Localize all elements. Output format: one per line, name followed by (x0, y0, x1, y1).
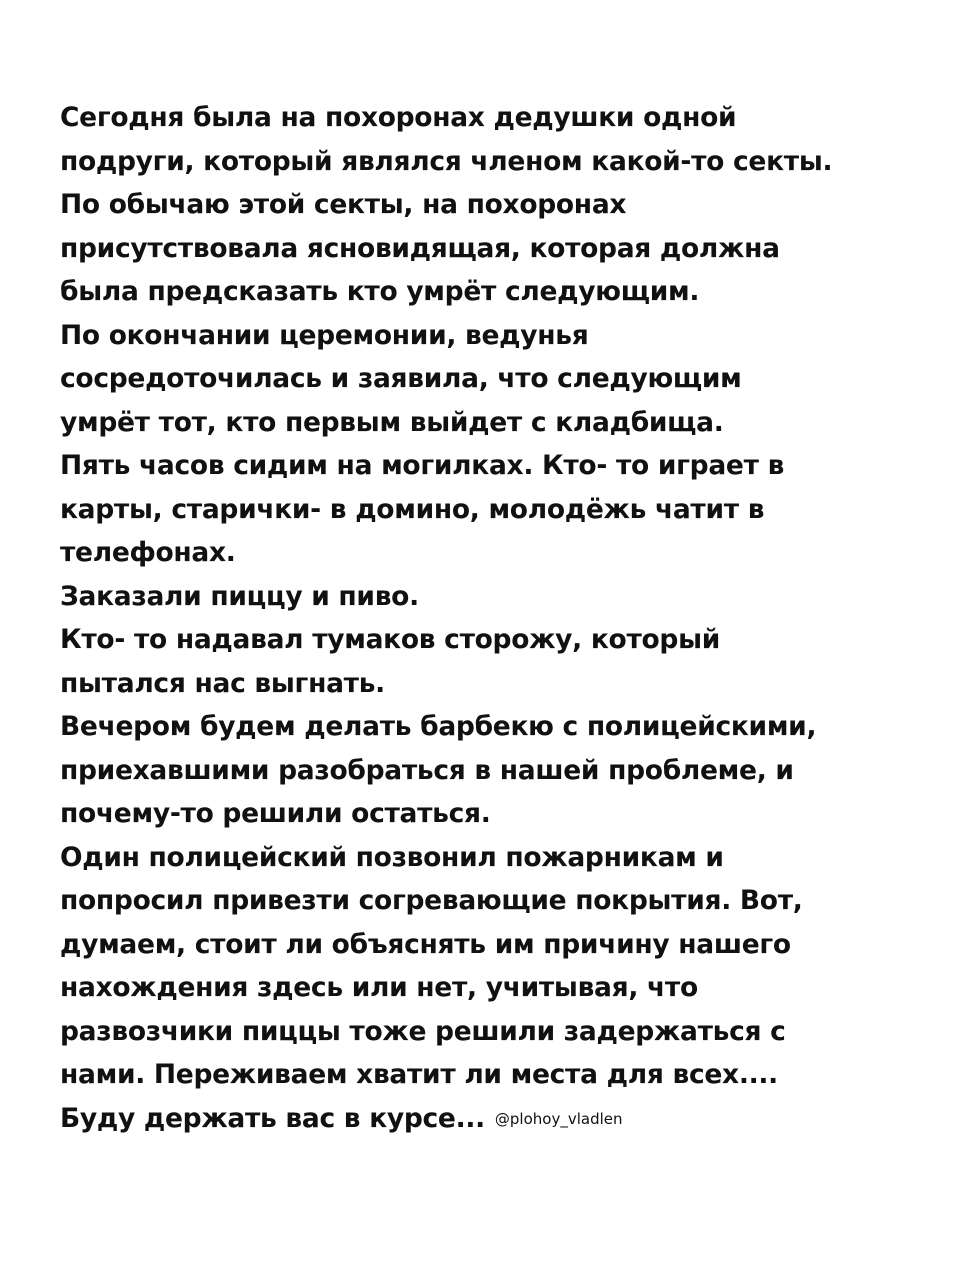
text-line: приехавшими разобраться в нашей проблеме, и (60, 754, 794, 786)
text-line: нахождения здесь или нет, учитывая, что (60, 972, 698, 1003)
text-line: Пять часов сидим на могилках. Кто- то играет в (60, 450, 785, 481)
text-line: была предсказать кто умрёт следующим. (60, 276, 700, 307)
text-line: попросил привезти согревающие покрытия. Вот, (60, 885, 803, 916)
text-line: Сегодня была на похоронах дедушки одной (60, 102, 737, 133)
post-text (60, 96, 940, 1140)
text-line: пытался нас выгнать. (60, 667, 385, 699)
text-line: думаем, стоит ли объяснять им причину нашего (60, 928, 791, 960)
text-line: Вечером будем делать барбекю с полицейскими, (60, 711, 817, 742)
text-line: сосредоточилась и заявила, что следующим (60, 363, 742, 394)
text-line: Один полицейский позвонил пожарникам и (60, 841, 724, 873)
last-line (60, 1097, 940, 1141)
text-line: нами. Переживаем хватит ли места для всех.... (60, 1059, 778, 1090)
text-line: развозчики пиццы тоже решили задержаться с (60, 1015, 786, 1047)
text-line: карты, старички- в домино, молодёжь чатит в (60, 493, 765, 525)
text-line: Кто- то надавал тумаков сторожу, который (60, 624, 721, 655)
text-line: По окончании церемонии, ведунья (60, 319, 589, 351)
text-line: подруги, который являлся членом какой-то секты. (60, 145, 833, 177)
text-line: почему-то решили остаться. (60, 798, 491, 829)
text-line: Буду держать вас в курсе... (60, 1102, 485, 1134)
text-line: умрёт тот, кто первым выйдет с кладбища. (60, 406, 724, 438)
watermark-handle: @plohoy_vladlen (494, 1109, 623, 1128)
text-line: присутствовала ясновидящая, которая должна (60, 232, 780, 264)
text-line: телефонах. (60, 537, 236, 568)
text-line: Заказали пиццу и пиво. (60, 580, 419, 612)
text-line: По обычаю этой секты, на похоронах (60, 189, 627, 220)
